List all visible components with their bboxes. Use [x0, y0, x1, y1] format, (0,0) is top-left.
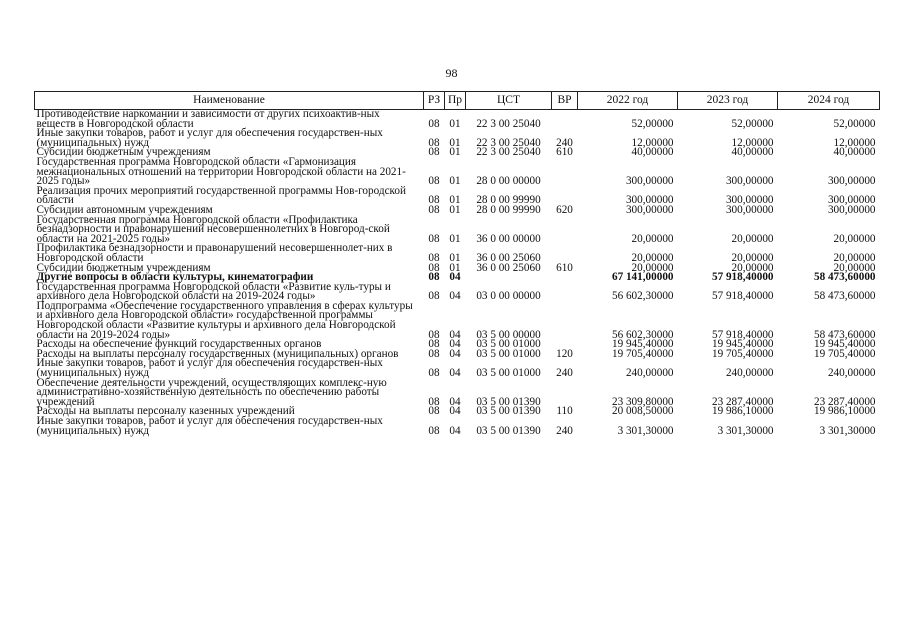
cell-2024: 20,00000 [833, 251, 876, 264]
cell-pr: 01 [449, 203, 461, 216]
cell-2023: 57 918,40000 [711, 290, 774, 303]
cell-2024: 19 705,40000 [813, 347, 876, 360]
cell-2023: 57 918,40000 [711, 328, 774, 341]
cell-2022: 3 301,30000 [617, 424, 674, 437]
cell-rz: 08 [428, 117, 440, 130]
cell-rz: 08 [428, 175, 440, 188]
cell-name: Подпрограмма «Обеспечение государственного управления в сферах культуры и архивного дела Новгородской области» государственной программы Новгородской области «Развитие культуры и архивного дела Новгородской области на 2019-2024 годы» [36, 299, 413, 341]
cell-pr: 04 [449, 290, 461, 303]
cell-pr: 04 [449, 367, 461, 380]
cell-2024: 23 287,40000 [813, 395, 876, 408]
cell-2022: 23 309,80000 [611, 395, 674, 408]
cell-rz: 08 [428, 203, 440, 216]
cell-rz: 08 [428, 136, 440, 149]
cell-2023: 300,00000 [725, 194, 774, 207]
cell-cst: 36 0 00 25060 [476, 261, 541, 274]
cell-pr: 01 [449, 194, 461, 207]
cell-pr: 01 [449, 136, 461, 149]
cell-vr [552, 158, 578, 187]
cell-2022: 20,00000 [631, 251, 674, 264]
cell-rz: 08 [428, 146, 440, 159]
cell-2022: 40,00000 [631, 146, 674, 159]
cell-cst: 03 5 00 01000 [476, 338, 541, 351]
cell-name: Обеспечение деятельности учреждений, осуществляющих комплекс-ную административно-хозяйственную деятельность по обеспечению работы учреждений [36, 376, 387, 408]
cell-rz: 08 [428, 328, 440, 341]
cell-cst: 03 5 00 01390 [476, 395, 541, 408]
cell-pr: 04 [449, 424, 461, 437]
cell-rz: 08 [428, 424, 440, 437]
cell-pr: 01 [449, 146, 461, 159]
cell-2023: 52,00000 [731, 117, 774, 130]
cell-rz: 08 [428, 405, 440, 418]
cell-rz: 08 [428, 290, 440, 303]
cell-name: Иные закупки товаров, работ и услуг для обеспечения государствен-ных (муниципальных) нужд [36, 357, 383, 380]
cell-rz: 08 [428, 251, 440, 264]
cell-2023: 12,00000 [731, 136, 774, 149]
header-pr: Пр [445, 92, 466, 110]
cell-2023: 19 705,40000 [711, 347, 774, 360]
table-header-row [35, 92, 880, 110]
cell-vr [552, 216, 578, 245]
table-row [35, 302, 880, 340]
cell-rz: 08 [428, 367, 440, 380]
cell-2023: 240,00000 [725, 367, 774, 380]
cell-vr: 240 [556, 136, 573, 149]
cell-2023: 300,00000 [725, 203, 774, 216]
cell-2022: 19 945,40000 [611, 338, 674, 351]
cell-cst: 22 3 00 25040 [476, 146, 541, 159]
cell-cst [466, 273, 552, 283]
cell-2022: 19 705,40000 [611, 347, 674, 360]
cell-2024: 19 986,10000 [813, 405, 876, 418]
cell-vr: 620 [556, 203, 573, 216]
cell-pr: 04 [449, 405, 461, 418]
cell-2023: 20,00000 [731, 232, 774, 245]
cell-name: Расходы на обеспечение функций государственных органов [36, 338, 322, 351]
header-rz: РЗ [424, 92, 445, 110]
cell-name: Расходы на выплаты персоналу казенных учреждений [36, 405, 295, 418]
cell-cst: 03 5 00 00000 [476, 328, 541, 341]
cell-pr: 04 [449, 338, 461, 351]
cell-cst: 28 0 00 99990 [476, 203, 541, 216]
header-2024: 2024 год [778, 92, 880, 110]
cell-vr: 240 [556, 367, 573, 380]
cell-2023: 3 301,30000 [717, 424, 774, 437]
cell-name: Государственная программа Новгородской области «Профилактика безнадзорности и правонарушений несовершеннолетних в Новгород-ской области на 2021-2025 годы» [36, 213, 390, 245]
cell-rz: 08 [428, 395, 440, 408]
cell-2022: 56 602,30000 [611, 290, 674, 303]
cell-rz: 08 [428, 347, 440, 360]
table-body [35, 110, 880, 437]
cell-vr: 110 [556, 405, 573, 418]
cell-2022: 56 602,30000 [611, 328, 674, 341]
cell-vr: 610 [556, 261, 573, 274]
cell-cst: 03 0 00 00000 [476, 290, 541, 303]
cell-2024: 19 945,40000 [813, 338, 876, 351]
cell-cst: 03 5 00 01000 [476, 347, 541, 360]
cell-2022: 12,00000 [631, 136, 674, 149]
cell-name: Субсидии автономным учреждениям [36, 203, 213, 216]
cell-vr [552, 379, 578, 408]
cell-name: Государственная программа Новгородской области «Гармонизация межнациональных отношений на территории Новгородской области на 2021-2025 годы» [36, 155, 406, 188]
header-vr: ВР [552, 92, 578, 110]
table-row [35, 244, 880, 263]
cell-pr: 01 [449, 175, 461, 188]
cell-2024: 240,00000 [827, 367, 876, 380]
cell-2024: 300,00000 [827, 194, 876, 207]
cell-2022: 300,00000 [625, 194, 674, 207]
cell-vr [552, 110, 578, 130]
cell-2023: 19 945,40000 [711, 338, 774, 351]
header-cst: ЦСТ [466, 92, 552, 110]
cell-2022: 300,00000 [625, 175, 674, 188]
cell-2022: 20,00000 [631, 261, 674, 274]
cell-name: Иные закупки товаров, работ и услуг для обеспечения государствен-ных (муниципальных) нужд [36, 127, 383, 149]
cell-2023: 40,00000 [731, 146, 774, 159]
table-row [35, 216, 880, 245]
table-row [35, 379, 880, 408]
cell-pr: 01 [449, 232, 461, 245]
table-row [35, 283, 880, 302]
cell-name: Реализация прочих мероприятий государственной программы Нов-городской области [36, 184, 406, 207]
cell-pr: 01 [449, 261, 461, 274]
cell-cst: 22 3 00 25040 [476, 136, 541, 149]
cell-name: Другие вопросы в области культуры, кинематографии [36, 271, 314, 284]
cell-2022: 300,00000 [625, 203, 674, 216]
cell-2024: 58 473,60000 [813, 328, 876, 341]
cell-cst: 03 5 00 01390 [476, 405, 541, 418]
cell-2024: 52,00000 [833, 117, 876, 130]
cell-pr: 04 [449, 328, 461, 341]
cell-name: Противодействие наркомании и зависимости от других психоактив-ных веществ в Новгородской области [36, 108, 380, 130]
header-2022: 2022 год [578, 92, 678, 110]
cell-name: Субсидии бюджетным учреждениям [36, 146, 211, 159]
cell-cst: 36 0 00 00000 [476, 232, 541, 245]
cell-cst: 03 5 00 01390 [476, 424, 541, 437]
cell-vr [552, 244, 578, 263]
cell-2024: 300,00000 [827, 203, 876, 216]
cell-name: Государственная программа Новгородской области «Развитие куль-туры и архивного дела Новгородской области на 2019-2024 годы» [36, 280, 391, 303]
cell-pr: 04 [449, 395, 461, 408]
cell-rz: 08 [428, 261, 440, 274]
cell-cst: 36 0 00 25060 [476, 251, 541, 264]
cell-name: Расходы на выплаты персоналу государственных (муниципальных) органов [36, 347, 399, 360]
cell-name: Субсидии бюджетным учреждениям [36, 261, 211, 274]
cell-pr: 01 [449, 117, 461, 130]
cell-2024: 20,00000 [833, 232, 876, 245]
cell-vr [552, 302, 578, 340]
cell-rz: 08 [428, 271, 440, 284]
cell-rz: 08 [428, 338, 440, 351]
cell-2024: 12,00000 [833, 136, 876, 149]
cell-pr: 04 [449, 347, 461, 360]
cell-2022: 52,00000 [631, 117, 674, 130]
cell-vr [552, 283, 578, 302]
cell-2022: 20,00000 [631, 232, 674, 245]
cell-2023: 20,00000 [731, 261, 774, 274]
cell-vr: 120 [556, 347, 573, 360]
header-2023: 2023 год [678, 92, 778, 110]
cell-2024: 58 473,60000 [813, 271, 876, 284]
cell-2024: 58 473,60000 [813, 290, 876, 303]
cell-rz: 08 [428, 232, 440, 245]
page-number: 98 [445, 66, 458, 80]
cell-cst: 03 5 00 01000 [476, 367, 541, 380]
cell-2022: 67 141,00000 [611, 271, 674, 284]
budget-table [34, 91, 880, 436]
cell-pr: 04 [449, 271, 461, 284]
cell-2024: 40,00000 [833, 146, 876, 159]
cell-2024: 20,00000 [833, 261, 876, 274]
cell-2023: 23 287,40000 [711, 395, 774, 408]
cell-vr: 610 [556, 146, 573, 159]
cell-2023: 19 986,10000 [711, 405, 774, 418]
cell-2023: 300,00000 [725, 175, 774, 188]
cell-pr: 01 [449, 251, 461, 264]
header-name: Наименование [35, 92, 424, 110]
cell-2024: 300,00000 [827, 175, 876, 188]
cell-2024: 3 301,30000 [819, 424, 876, 437]
table-row [35, 359, 880, 378]
table-row [35, 417, 880, 436]
cell-name: Иные закупки товаров, работ и услуг для обеспечения государствен-ных (муниципальных) нужд [36, 415, 383, 437]
cell-vr [552, 273, 578, 283]
cell-name: Профилактика безнадзорности и правонарушений несовершеннолет-них в Новгородской области [36, 242, 393, 264]
cell-2023: 57 918,40000 [711, 271, 774, 284]
cell-cst: 28 0 00 00000 [476, 175, 541, 188]
cell-cst: 22 3 00 25040 [476, 117, 541, 130]
cell-vr: 240 [556, 424, 573, 437]
cell-2022: 20 008,50000 [611, 405, 674, 418]
cell-2022: 240,00000 [625, 367, 674, 380]
cell-2023: 20,00000 [731, 251, 774, 264]
table-row [35, 158, 880, 187]
cell-cst: 28 0 00 99990 [476, 194, 541, 207]
cell-rz: 08 [428, 194, 440, 207]
